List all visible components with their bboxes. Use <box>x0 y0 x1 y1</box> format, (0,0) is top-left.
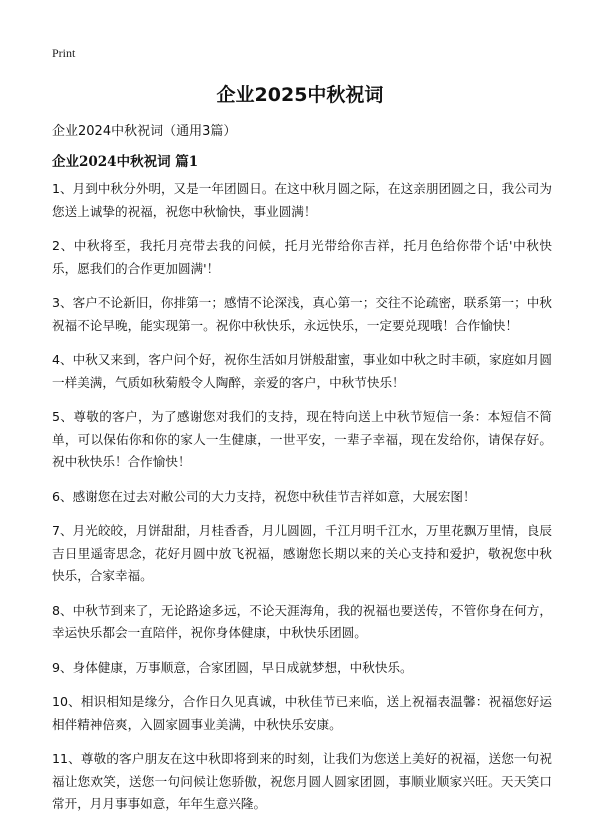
paragraph: 10、相识相知是缘分，合作日久见真诚，中秋佳节已来临，送上祝福表温馨：祝福您好运相伴精神倍爽，入圆家圆事业美满，中秋快乐安康。 <box>52 694 552 732</box>
print-label[interactable]: Print <box>52 46 76 60</box>
paragraph: 5、尊敬的客户，为了感谢您对我们的支持，现在特向送上中秋节短信一条：本短信不简单，可以保佑你和你的家人一生健康，一世平安，一辈子幸福，现在发给你，请保存好。祝中秋快乐！合作愉快！ <box>52 409 552 469</box>
section-heading: 企业2024中秋祝词 篇1 <box>52 154 199 170</box>
paragraph: 7、月光皎皎，月饼甜甜，月桂香香，月儿圆圆，千江月明千江水，万里花飘万里情，良辰吉日里遥寄思念，花好月圆中放飞祝福，感谢您长期以来的关心支持和爱护，敬祝您中秋快乐，合家幸福。 <box>52 523 552 583</box>
paragraph: 2、中秋将至，我托月亮带去我的问候，托月光带给你吉祥，托月色给你带个话'中秋快乐，愿我们的合作更加圆满'！ <box>52 238 552 276</box>
paragraph-list <box>52 178 552 828</box>
paragraph: 6、感谢您在过去对敝公司的大力支持，祝您中秋佳节吉祥如意，大展宏图！ <box>52 488 476 504</box>
paragraph: 9、身体健康，万事顺意，合家团圆，早日成就梦想，中秋快乐。 <box>52 659 413 675</box>
paragraph: 4、中秋又来到，客户问个好，祝你生活如月饼般甜蜜，事业如中秋之时丰硕，家庭如月圆一样美满，气质如秋菊般令人陶醉，亲爱的客户，中秋节快乐！ <box>52 352 552 390</box>
paragraph: 8、中秋节到来了，无论路途多远，不论天涯海角，我的祝福也要送传，不管你身在何方，幸运快乐都会一直陪伴，祝你身体健康，中秋快乐团圆。 <box>52 602 552 640</box>
document-subtitle: 企业2024中秋祝词（通用3篇） <box>52 124 237 139</box>
document-title: 企业2025中秋祝词 <box>216 84 384 106</box>
paragraph: 11、尊敬的客户朋友在这中秋即将到来的时刻，让我们为您送上美好的祝福，送您一句祝福让您欢笑，送您一句问候让您骄傲，祝您月圆人圆家团圆，事顺业顺家兴旺。天天笑口常开，月月事事如意，年年生意兴隆。 <box>52 751 552 811</box>
paragraph: 1、月到中秋分外明，又是一年团圆日。在这中秋月圆之际，在这亲朋团圆之日，我公司为您送上诚挚的祝福，祝您中秋愉快，事业圆满！ <box>52 181 552 219</box>
paragraph: 3、客户不论新旧，你排第一；感情不论深浅，真心第一；交往不论疏密，联系第一；中秋祝福不论早晚，能实现第一。祝你中秋快乐，永远快乐，一定要兑现哦！合作愉快！ <box>52 295 552 333</box>
